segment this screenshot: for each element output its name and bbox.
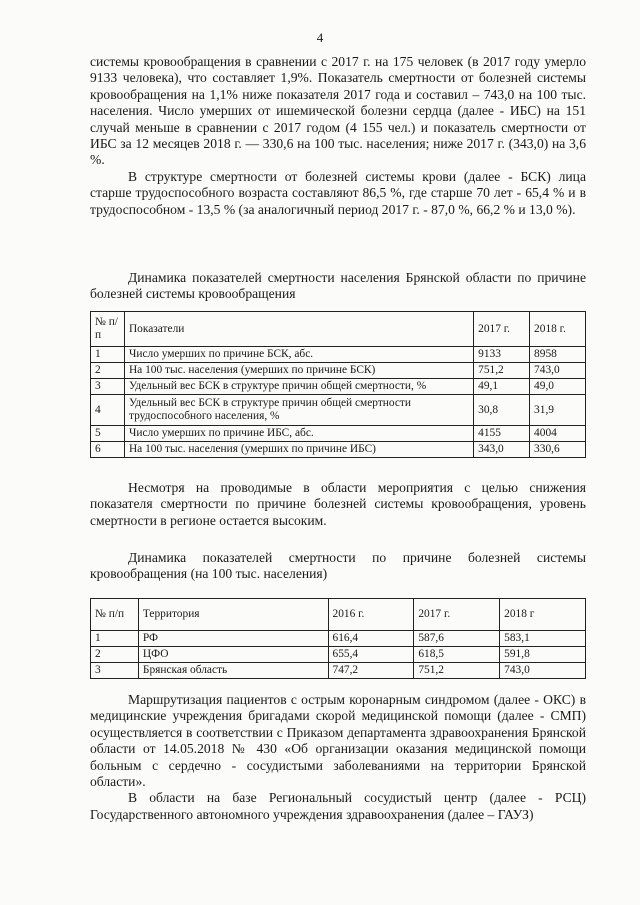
table-cell: 343,0 xyxy=(474,442,530,458)
table-row xyxy=(91,395,586,426)
table2-caption-block xyxy=(90,550,586,583)
table-cell: 6 xyxy=(91,442,125,458)
table-cell: 4004 xyxy=(530,426,586,442)
table-cell: 4155 xyxy=(474,426,530,442)
table-cell: 8958 xyxy=(530,347,586,363)
paragraph-4: Маршрутизация пациентов с острым коронарным синдромом (далее - ОКС) в медицинские учреждения бригадами скорой медицинской помощи (далее - СМП) осуществляется в соответствии с Приказом департамента здравоохранения Брянской области от 14.05.2018 № 430 «Об организации оказания медицинской помощи больным с сердечно - сосудистыми заболеваниями на территории Брянской области». xyxy=(90,692,586,790)
closing-text xyxy=(90,692,586,823)
table-cell: На 100 тыс. населения (умерших по причине БСК) xyxy=(124,363,473,379)
table-cell: 591,8 xyxy=(500,647,586,663)
table-cell: 587,6 xyxy=(414,631,500,647)
header-cell: 2017 г. xyxy=(414,599,500,631)
table-cell: 743,0 xyxy=(530,363,586,379)
table-cell: РФ xyxy=(138,631,328,647)
table-header-row xyxy=(91,312,586,347)
table-cell: Удельный вес БСК в структуре причин общей смертности, % xyxy=(124,379,473,395)
table-row xyxy=(91,663,586,679)
header-cell: 2018 г xyxy=(500,599,586,631)
table-cell: 49,1 xyxy=(474,379,530,395)
table-cell: 3 xyxy=(91,663,139,679)
table1-caption: Динамика показателей смертности населения Брянской области по причине болезней системы кровообращения xyxy=(90,270,586,302)
table-row xyxy=(91,379,586,395)
table-cell: 618,5 xyxy=(414,647,500,663)
table-cell: Удельный вес БСК в структуре причин общей смертности трудоспособного населения, % xyxy=(124,395,473,426)
middle-text xyxy=(90,480,586,529)
table-cell: 743,0 xyxy=(500,663,586,679)
table-cell: Брянская область xyxy=(138,663,328,679)
table-row xyxy=(91,631,586,647)
table-cell: 1 xyxy=(91,631,139,647)
header-cell: № п/п xyxy=(91,599,139,631)
paragraph-2: В структуре смертности от болезней системы крови (далее - БСК) лица старше трудоспособного возраста составляют 86,5 %, где старше 70 лет - 65,4 % и в трудоспособном - 13,5 % (за аналогичный период 2017 г. - 87,0 %, 66,2 % и 13,0 %). xyxy=(90,168,586,217)
paragraph-3: Несмотря на проводимые в области мероприятия с целью снижения показателя смертности по причине болезней системы кровообращения, уровень смертности в регионе остается высоким. xyxy=(90,480,586,528)
mortality-table-bryansk xyxy=(90,311,586,458)
table-cell: 2 xyxy=(91,647,139,663)
paragraph-5: В области на базе Региональный сосудистый центр (далее - РСЦ) Государственного автономного учреждения здравоохранения (далее – ГАУЗ) xyxy=(90,790,586,822)
table-cell: 30,8 xyxy=(474,395,530,426)
table-cell: 31,9 xyxy=(530,395,586,426)
table-cell: 751,2 xyxy=(474,363,530,379)
table-cell: Число умерших по причине ИБС, абс. xyxy=(124,426,473,442)
table-cell: 49,0 xyxy=(530,379,586,395)
table-cell: 583,1 xyxy=(500,631,586,647)
table-row xyxy=(91,363,586,379)
table-row xyxy=(91,347,586,363)
table-row xyxy=(91,647,586,663)
table-cell: На 100 тыс. населения (умерших по причине ИБС) xyxy=(124,442,473,458)
table-row xyxy=(91,426,586,442)
table1-caption-block xyxy=(90,270,586,303)
table-cell: 1 xyxy=(91,347,125,363)
paragraph-1: системы кровообращения в сравнении с 2017 г. на 175 человек (в 2017 году умерло 9133 человека), что составляет 1,9%. Показатель смертности от болезней системы кровообращения на 1,1% ниже показателя 2017 года и составил – 743,0 на 100 тыс. населения. Число умерших от ишемической болезни сердца (далее - ИБС) на 151 случай меньше в сравнении с 2017 годом (4 155 чел.) и показатель смертности от ИБС за 12 месяцев 2018 г. — 330,6 на 100 тыс. населения; ниже 2017 г. (343,0) на 3,6 %. xyxy=(90,54,586,168)
table-cell: 747,2 xyxy=(328,663,414,679)
table-cell: 330,6 xyxy=(530,442,586,458)
page-number: 4 xyxy=(316,30,324,45)
table-row xyxy=(91,442,586,458)
table-cell: ЦФО xyxy=(138,647,328,663)
table-cell: 2 xyxy=(91,363,125,379)
table-cell: 4 xyxy=(91,395,125,426)
table-cell: Число умерших по причине БСК, абс. xyxy=(124,347,473,363)
table-header-row xyxy=(91,599,586,631)
table-cell: 9133 xyxy=(474,347,530,363)
table2-caption: Динамика показателей смертности по причине болезней системы кровообращения (на 100 тыс. населения) xyxy=(90,550,586,582)
header-cell: 2017 г. xyxy=(474,312,530,347)
header-cell: Территория xyxy=(138,599,328,631)
table-cell: 5 xyxy=(91,426,125,442)
header-cell: № п/п xyxy=(91,312,125,347)
table-cell: 751,2 xyxy=(414,663,500,679)
mortality-table-territories xyxy=(90,598,586,679)
table-cell: 616,4 xyxy=(328,631,414,647)
intro-text xyxy=(90,54,586,218)
table-cell: 655,4 xyxy=(328,647,414,663)
header-cell: 2018 г. xyxy=(530,312,586,347)
header-cell: Показатели xyxy=(124,312,473,347)
header-cell: 2016 г. xyxy=(328,599,414,631)
table-cell: 3 xyxy=(91,379,125,395)
